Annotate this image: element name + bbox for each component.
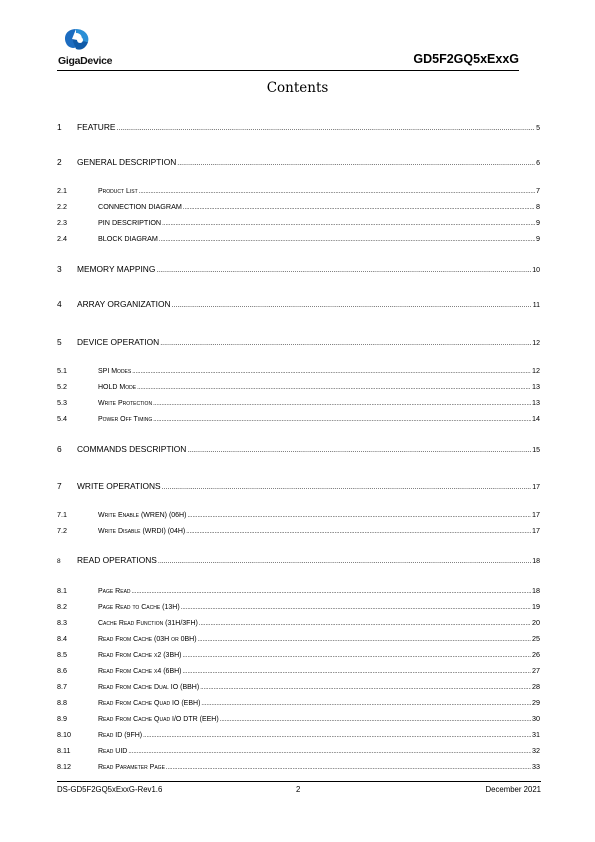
toc-dot-leader bbox=[139, 189, 535, 195]
toc-section-entry[interactable] bbox=[57, 586, 540, 595]
toc-entry-page: 14 bbox=[532, 414, 540, 423]
toc-dot-leader bbox=[186, 529, 531, 535]
toc-entry-label: READ OPERATIONS bbox=[77, 555, 157, 565]
toc-dot-leader bbox=[132, 589, 531, 595]
toc-dot-leader bbox=[183, 205, 535, 211]
toc-entry-label: Write Protection bbox=[98, 400, 153, 407]
footer-doc-rev: DS-GD5F2GQ5xExxG-Rev1.6 bbox=[57, 785, 163, 794]
toc-entry-label: PIN DESCRIPTION bbox=[98, 218, 162, 227]
toc-entry-page: 8 bbox=[536, 202, 540, 211]
toc-entry-number: 7.1 bbox=[57, 510, 67, 519]
toc-entry-number: 7 bbox=[57, 481, 62, 491]
toc-entry-page: 28 bbox=[532, 682, 540, 691]
toc-entry-number: 5 bbox=[57, 337, 62, 347]
toc-dot-leader bbox=[172, 302, 532, 309]
toc-entry-page: 17 bbox=[532, 484, 540, 491]
toc-dot-leader bbox=[200, 685, 531, 691]
header-rule bbox=[57, 70, 519, 71]
toc-entry-label: Read ID (9FH) bbox=[98, 732, 143, 739]
toc-entry-number: 8.11 bbox=[57, 746, 71, 755]
toc-dot-leader bbox=[187, 447, 531, 454]
toc-entry-number: 2.2 bbox=[57, 202, 67, 211]
toc-section-entry[interactable] bbox=[57, 666, 540, 675]
toc-entry-page: 12 bbox=[532, 366, 540, 375]
toc-chapter-entry[interactable] bbox=[57, 481, 540, 491]
toc-dot-leader bbox=[181, 605, 531, 611]
toc-chapter-entry[interactable] bbox=[57, 444, 540, 454]
toc-entry-label: DEVICE OPERATION bbox=[77, 337, 160, 347]
toc-entry-page: 11 bbox=[532, 302, 540, 309]
toc-section-entry[interactable] bbox=[57, 382, 540, 391]
toc-entry-label: Write Disable (WRDI) (04H) bbox=[98, 528, 186, 535]
toc-entry-page: 19 bbox=[532, 602, 540, 611]
toc-chapter-entry[interactable] bbox=[57, 264, 540, 274]
toc-entry-label: Read From Cache Quad IO (EBH) bbox=[98, 700, 201, 707]
toc-entry-page: 6 bbox=[536, 160, 540, 167]
toc-entry-label: MEMORY MAPPING bbox=[77, 264, 156, 274]
toc-dot-leader bbox=[116, 125, 535, 132]
toc-dot-leader bbox=[201, 701, 531, 707]
toc-entry-number: 7.2 bbox=[57, 526, 67, 535]
toc-entry-page: 18 bbox=[532, 586, 540, 595]
toc-entry-number: 8 bbox=[57, 558, 61, 565]
toc-entry-number: 1 bbox=[57, 122, 62, 132]
toc-section-entry[interactable] bbox=[57, 218, 540, 227]
toc-dot-leader bbox=[159, 237, 535, 243]
toc-entry-label: Power Off Timing bbox=[98, 416, 153, 423]
toc-entry-label: FEATURE bbox=[77, 122, 116, 132]
toc-entry-number: 2.3 bbox=[57, 218, 67, 227]
toc-entry-label: Page Read to Cache (13H) bbox=[98, 604, 180, 611]
footer-rule bbox=[57, 781, 541, 782]
toc-chapter-entry[interactable] bbox=[57, 555, 540, 565]
toc-entry-number: 8.2 bbox=[57, 602, 67, 611]
toc-entry-page: 27 bbox=[532, 666, 540, 675]
toc-section-entry[interactable] bbox=[57, 202, 540, 211]
toc-entry-label: Read From Cache (03H or 0BH) bbox=[98, 636, 197, 643]
toc-entry-page: 26 bbox=[532, 650, 540, 659]
toc-section-entry[interactable] bbox=[57, 634, 540, 643]
toc-dot-leader bbox=[153, 401, 531, 407]
toc-chapter-entry[interactable] bbox=[57, 337, 540, 347]
toc-entry-number: 8.9 bbox=[57, 714, 67, 723]
logo-wordmark: GigaDevice bbox=[58, 55, 113, 67]
toc-entry-number: 8.5 bbox=[57, 650, 67, 659]
toc-entry-label: Cache Read Function (31H/3FH) bbox=[98, 620, 198, 627]
toc-entry-label: GENERAL DESCRIPTION bbox=[77, 157, 177, 167]
toc-entry-label: COMMANDS DESCRIPTION bbox=[77, 444, 187, 454]
toc-dot-leader bbox=[153, 417, 531, 423]
toc-section-entry[interactable] bbox=[57, 650, 540, 659]
toc-entry-number: 8.4 bbox=[57, 634, 67, 643]
toc-entry-page: 18 bbox=[532, 558, 540, 565]
toc-entry-page: 7 bbox=[536, 186, 540, 195]
toc-entry-number: 8.1 bbox=[57, 586, 67, 595]
toc-entry-page: 12 bbox=[532, 340, 540, 347]
toc-dot-leader bbox=[137, 385, 531, 391]
toc-entry-number: 8.6 bbox=[57, 666, 67, 675]
toc-section-entry[interactable] bbox=[57, 414, 540, 423]
toc-entry-label: Read UID bbox=[98, 748, 128, 755]
toc-section-entry[interactable] bbox=[57, 398, 540, 407]
toc-entry-label: CONNECTION DIAGRAM bbox=[98, 202, 182, 211]
toc-dot-leader bbox=[156, 267, 531, 274]
toc-entry-number: 8.3 bbox=[57, 618, 67, 627]
toc-dot-leader bbox=[162, 484, 532, 491]
toc-section-entry[interactable] bbox=[57, 234, 540, 243]
toc-entry-label: Read From Cache x2 (3BH) bbox=[98, 652, 182, 659]
toc-entry-page: 13 bbox=[532, 398, 540, 407]
toc-entry-page: 17 bbox=[532, 510, 540, 519]
toc-entry-number: 8.12 bbox=[57, 762, 71, 771]
toc-dot-leader bbox=[183, 669, 531, 675]
toc-entry-number: 8.8 bbox=[57, 698, 67, 707]
toc-section-entry[interactable] bbox=[57, 510, 540, 519]
toc-dot-leader bbox=[128, 749, 531, 755]
toc-entry-number: 8.10 bbox=[57, 730, 71, 739]
toc-section-entry[interactable] bbox=[57, 602, 540, 611]
toc-entry-number: 3 bbox=[57, 264, 62, 274]
toc-section-entry[interactable] bbox=[57, 714, 540, 723]
toc-entry-number: 6 bbox=[57, 444, 62, 454]
toc-chapter-entry[interactable] bbox=[57, 122, 540, 132]
toc-entry-number: 5.4 bbox=[57, 414, 67, 423]
toc-entry-page: 9 bbox=[536, 234, 540, 243]
toc-dot-leader bbox=[187, 513, 531, 519]
toc-entry-label: ARRAY ORGANIZATION bbox=[77, 299, 171, 309]
toc-entry-page: 17 bbox=[532, 526, 540, 535]
toc-dot-leader bbox=[198, 637, 531, 643]
toc-section-entry[interactable] bbox=[57, 366, 540, 375]
toc-entry-page: 29 bbox=[532, 698, 540, 707]
toc-dot-leader bbox=[177, 160, 535, 167]
toc-dot-leader bbox=[132, 369, 531, 375]
toc-dot-leader bbox=[160, 340, 531, 347]
toc-entry-label: WRITE OPERATIONS bbox=[77, 481, 161, 491]
toc-entry-label: Write Enable (WREN) (06H) bbox=[98, 512, 187, 519]
toc-entry-number: 5.3 bbox=[57, 398, 67, 407]
toc-entry-page: 9 bbox=[536, 218, 540, 227]
page-title: Contents bbox=[266, 80, 329, 96]
toc-section-entry[interactable] bbox=[57, 526, 540, 535]
toc-entry-number: 2.1 bbox=[57, 186, 67, 195]
toc-section-entry[interactable] bbox=[57, 682, 540, 691]
toc-entry-label: Page Read bbox=[98, 588, 131, 595]
toc-entry-page: 10 bbox=[532, 267, 540, 274]
toc-entry-label: BLOCK DIAGRAM bbox=[98, 234, 158, 243]
toc-dot-leader bbox=[199, 621, 531, 627]
toc-entry-page: 20 bbox=[532, 618, 540, 627]
toc-section-entry[interactable] bbox=[57, 186, 540, 195]
toc-section-entry[interactable] bbox=[57, 746, 540, 755]
toc-entry-page: 5 bbox=[536, 125, 540, 132]
document-id: GD5F2GQ5xExxG bbox=[413, 52, 519, 66]
toc-entry-page: 30 bbox=[532, 714, 540, 723]
toc-section-entry[interactable] bbox=[57, 698, 540, 707]
footer-page-number: 2 bbox=[296, 785, 301, 794]
toc-entry-label: HOLD Mode bbox=[98, 384, 137, 391]
toc-entry-number: 2 bbox=[57, 157, 62, 167]
toc-chapter-entry[interactable] bbox=[57, 157, 540, 167]
toc-entry-number: 8.7 bbox=[57, 682, 67, 691]
toc-dot-leader bbox=[220, 717, 531, 723]
toc-dot-leader bbox=[158, 558, 531, 565]
toc-dot-leader bbox=[143, 733, 531, 739]
toc-section-entry[interactable] bbox=[57, 618, 540, 627]
toc-entry-page: 33 bbox=[532, 762, 540, 771]
footer-date: December 2021 bbox=[485, 785, 541, 794]
toc-entry-number: 5.1 bbox=[57, 366, 67, 375]
toc-entry-label: Read From Cache x4 (6BH) bbox=[98, 668, 182, 675]
toc-entry-label: Product List bbox=[98, 188, 138, 195]
toc-dot-leader bbox=[162, 221, 535, 227]
toc-entry-page: 25 bbox=[532, 634, 540, 643]
toc-entry-label: Read From Cache Quad I/O DTR (EEH) bbox=[98, 716, 219, 723]
toc-entry-label: SPI Modes bbox=[98, 368, 132, 375]
toc-entry-number: 5.2 bbox=[57, 382, 67, 391]
toc-entry-number: 2.4 bbox=[57, 234, 67, 243]
toc-entry-label: Read Parameter Page bbox=[98, 764, 165, 771]
toc-entry-page: 13 bbox=[532, 382, 540, 391]
toc-section-entry[interactable] bbox=[57, 730, 540, 739]
toc-entry-page: 31 bbox=[532, 730, 540, 739]
toc-entry-page: 15 bbox=[532, 447, 540, 454]
toc-entry-label: Read From Cache Dual IO (BBH) bbox=[98, 684, 200, 691]
toc-dot-leader bbox=[166, 765, 531, 771]
toc-chapter-entry[interactable] bbox=[57, 299, 540, 309]
toc-section-entry[interactable] bbox=[57, 762, 540, 771]
toc-entry-number: 4 bbox=[57, 299, 62, 309]
toc-dot-leader bbox=[183, 653, 531, 659]
toc-entry-page: 32 bbox=[532, 746, 540, 755]
